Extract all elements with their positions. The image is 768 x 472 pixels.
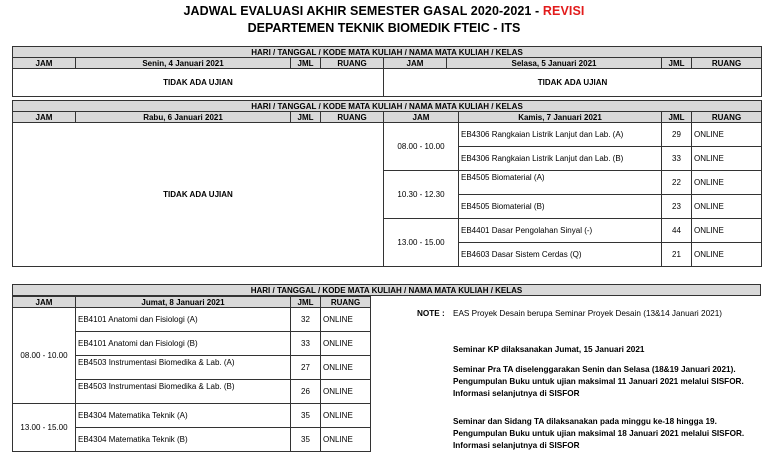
col-ruang: RUANG	[321, 58, 384, 69]
room: ONLINE	[692, 243, 762, 267]
col-jml: JML	[662, 58, 692, 69]
slot-time: 13.00 - 15.00	[384, 219, 459, 267]
slot-time: 08.00 - 10.00	[384, 123, 459, 171]
col-ruang: RUANG	[321, 297, 371, 308]
col-ruang: RUANG	[692, 58, 762, 69]
note-item: EAS Proyek Desain berupa Seminar Proyek Desain (13&14 Januari 2021)	[453, 309, 722, 318]
course-name: EB4505 Biomaterial (B)	[459, 195, 662, 219]
section-header: HARI / TANGGAL / KODE MATA KULIAH / NAMA MATA KULIAH / KELAS	[13, 101, 762, 112]
room: ONLINE	[692, 171, 762, 195]
course-name: EB4101 Anatomi dan Fisiologi (A)	[76, 308, 291, 332]
student-count: 33	[291, 332, 321, 356]
day-rabu: Rabu, 6 Januari 2021	[76, 112, 291, 123]
notes-label: NOTE :	[417, 309, 445, 318]
schedule-table-mon-tue	[12, 46, 762, 97]
student-count: 29	[662, 123, 692, 147]
col-jml: JML	[291, 58, 321, 69]
day-selasa: Selasa, 5 Januari 2021	[447, 58, 662, 69]
section-header-bar-3	[12, 284, 761, 296]
col-jml: JML	[291, 112, 321, 123]
course-name: EB4503 Instrumentasi Biomedika & Lab. (B)	[76, 380, 291, 404]
col-jml: JML	[662, 112, 692, 123]
course-name: EB4304 Matematika Teknik (A)	[76, 404, 291, 428]
student-count: 27	[291, 356, 321, 380]
slot-time: 10.30 - 12.30	[384, 171, 459, 219]
student-count: 35	[291, 428, 321, 452]
schedule-table-fri	[12, 296, 371, 452]
student-count: 22	[662, 171, 692, 195]
room: ONLINE	[321, 404, 371, 428]
room: ONLINE	[321, 356, 371, 380]
room: ONLINE	[692, 195, 762, 219]
course-name: EB4603 Dasar Sistem Cerdas (Q)	[459, 243, 662, 267]
room: ONLINE	[692, 147, 762, 171]
room: ONLINE	[321, 380, 371, 404]
no-exam-rabu: TIDAK ADA UJIAN	[13, 123, 384, 267]
student-count: 26	[291, 380, 321, 404]
student-count: 21	[662, 243, 692, 267]
student-count: 35	[291, 404, 321, 428]
course-name: EB4101 Anatomi dan Fisiologi (B)	[76, 332, 291, 356]
slot-time: 08.00 - 10.00	[13, 308, 76, 404]
title-prefix: JADWAL EVALUASI AKHIR SEMESTER GASAL 2020-2021 -	[183, 4, 540, 18]
room: ONLINE	[321, 332, 371, 356]
course-name: EB4505 Biomaterial (A)	[459, 171, 662, 195]
section-header: HARI / TANGGAL / KODE MATA KULIAH / NAMA MATA KULIAH / KELAS	[13, 285, 761, 296]
schedule-table-wed-thu	[12, 100, 762, 267]
no-exam-selasa: TIDAK ADA UJIAN	[384, 69, 762, 97]
col-jam: JAM	[13, 297, 76, 308]
course-name: EB4304 Matematika Teknik (B)	[76, 428, 291, 452]
document-title	[0, 4, 768, 18]
note-item: Seminar dan Sidang TA dilaksanakan pada minggu ke-18 hingga 19. Pengumpulan Buku untuk ujian maksimal 18 Januari 2021 melalui SISFOR. Informasi selanjutnya di SISFOR	[453, 417, 745, 450]
section-header: HARI / TANGGAL / KODE MATA KULIAH / NAMA MATA KULIAH / KELAS	[13, 47, 762, 58]
day-kamis: Kamis, 7 Januari 2021	[459, 112, 662, 123]
student-count: 33	[662, 147, 692, 171]
col-jml: JML	[291, 297, 321, 308]
note-item: Seminar KP dilaksanakan Jumat, 15 Januari 2021	[453, 345, 645, 354]
day-senin: Senin, 4 Januari 2021	[76, 58, 291, 69]
room: ONLINE	[692, 123, 762, 147]
room: ONLINE	[321, 428, 371, 452]
student-count: 32	[291, 308, 321, 332]
course-name: EB4306 Rangkaian Listrik Lanjut dan Lab. (B)	[459, 147, 662, 171]
student-count: 23	[662, 195, 692, 219]
slot-time: 13.00 - 15.00	[13, 404, 76, 452]
day-jumat: Jumat, 8 Januari 2021	[76, 297, 291, 308]
department-title: DEPARTEMEN TEKNIK BIOMEDIK FTEIC - ITS	[247, 21, 521, 35]
col-jam: JAM	[13, 112, 76, 123]
no-exam-senin: TIDAK ADA UJIAN	[13, 69, 384, 97]
student-count: 44	[662, 219, 692, 243]
col-jam: JAM	[384, 58, 447, 69]
course-name: EB4503 Instrumentasi Biomedika & Lab. (A)	[76, 356, 291, 380]
col-jam: JAM	[13, 58, 76, 69]
col-jam: JAM	[384, 112, 459, 123]
note-item: Seminar Pra TA diselenggarakan Senin dan Selasa (18&19 Januari 2021). Pengumpulan Buku untuk ujian maksimal 11 Januari 2021 melalui SISFOR. Informasi selanjutnya di SISFOR	[453, 365, 744, 398]
col-ruang: RUANG	[692, 112, 762, 123]
room: ONLINE	[321, 308, 371, 332]
room: ONLINE	[692, 219, 762, 243]
course-name: EB4401 Dasar Pengolahan Sinyal (-)	[459, 219, 662, 243]
course-name: EB4306 Rangkaian Listrik Lanjut dan Lab. (A)	[459, 123, 662, 147]
col-ruang: RUANG	[321, 112, 384, 123]
revisi-label: REVISI	[542, 4, 585, 18]
